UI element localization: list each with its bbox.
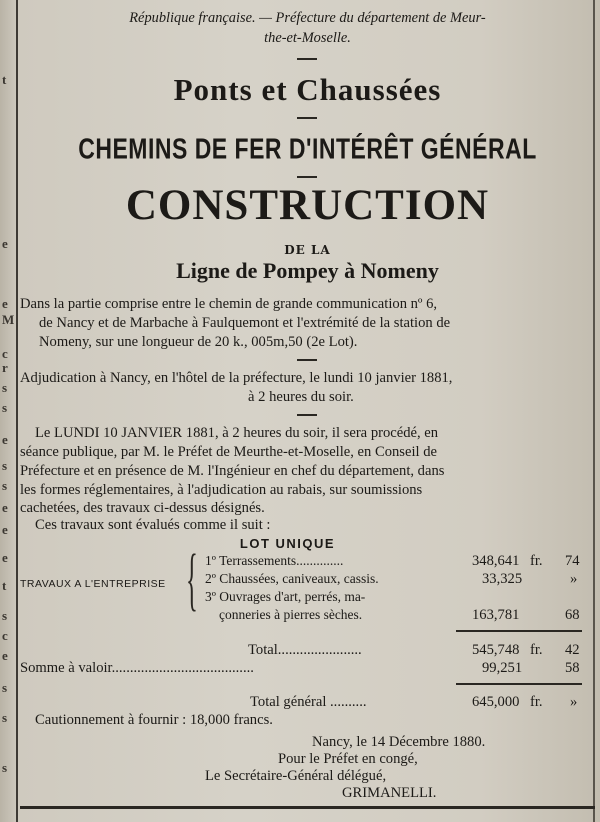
- title-ponts: Ponts et Chaussées: [173, 72, 442, 107]
- fragment-letter: s: [2, 760, 8, 775]
- fragment-letter: c: [2, 346, 8, 361]
- title-chemins: CHEMINS DE FER D'INTÉRÊT GÉNÉRAL: [78, 132, 537, 165]
- fragment-letter: s: [2, 478, 8, 493]
- fragment-letter: s: [2, 380, 8, 395]
- somme-amount: 99,251: [482, 660, 523, 676]
- title-de-la: DE LA: [284, 243, 331, 257]
- separator-dash: [297, 117, 317, 119]
- title-ligne: Ligne de Pompey à Nomeny: [176, 258, 439, 283]
- total-general-unit: fr.: [530, 694, 543, 710]
- fragment-letter: s: [2, 710, 8, 725]
- fragment-letter: e: [2, 648, 8, 663]
- item-amount: 33,325: [482, 571, 523, 587]
- description-line: de Nancy et de Marbache à Faulquemont et l'extrémité de la station de: [39, 315, 451, 331]
- adjudication-line: Adjudication à Nancy, en l'hôtel de la préfecture, le lundi 10 janvier 1881,: [20, 370, 453, 386]
- item-label: 1º Terrassements..............: [205, 553, 344, 568]
- procedure-line: cachetées, des travaux ci-dessus désignés.: [20, 500, 265, 516]
- fragment-letter: e: [2, 522, 8, 537]
- description-line: Nomeny, sur une longueur de 20 k., 005m,50 (2e Lot).: [39, 334, 358, 350]
- fragment-letter: e: [2, 236, 8, 251]
- signature-line: Le Secrétaire-Général délégué,: [205, 768, 387, 784]
- total-general-label: Total général ..........: [250, 694, 367, 710]
- fragment-letter: s: [2, 680, 8, 695]
- item-amount: 348,641: [472, 553, 520, 569]
- total-label: Total.......................: [248, 642, 362, 658]
- fragment-letter: s: [2, 458, 8, 473]
- item-cents: »: [570, 571, 578, 587]
- fragment-letter: e: [2, 296, 8, 311]
- header-line: République française. — Préfecture du département de Meur-: [129, 10, 486, 26]
- item-amount: 163,781: [472, 607, 520, 623]
- item-cents: 68: [565, 607, 580, 623]
- announcement: [20, 0, 595, 822]
- sum-rule: [456, 630, 582, 632]
- total-amount: 545,748: [472, 642, 520, 658]
- adjudication-line: à 2 heures du soir.: [248, 389, 354, 405]
- item-label: 2º Chaussées, caniveaux, cassis.: [205, 571, 379, 586]
- item-label: 3º Ouvrages d'art, perrés, ma-: [205, 589, 366, 604]
- signature-line: Nancy, le 14 Décembre 1880.: [312, 734, 486, 750]
- total-cents: 42: [565, 642, 580, 658]
- cautionnement: Cautionnement à fournir : 18,000 francs.: [35, 712, 273, 728]
- title-construction: CONSTRUCTION: [125, 182, 490, 229]
- item-unit: fr.: [530, 553, 543, 569]
- total-general-cents: »: [570, 694, 578, 710]
- total-unit: fr.: [530, 642, 543, 658]
- somme-label: Somme à valoir.......................................: [20, 660, 254, 676]
- fragment-letter: r: [2, 360, 8, 375]
- somme-cents: 58: [565, 660, 580, 676]
- separator-dash: [297, 58, 317, 60]
- procedure-line: Le LUNDI 10 JANVIER 1881, à 2 heures du soir, il sera procédé, en: [35, 425, 439, 441]
- procedure-line: séance publique, par M. le Préfet de Meurthe-et-Moselle, en Conseil de: [20, 444, 437, 460]
- header-line: the-et-Moselle.: [264, 30, 351, 46]
- separator-dash: [297, 359, 317, 361]
- procedure-line: Ces travaux sont évalués comme il suit :: [35, 517, 271, 533]
- fragment-letter: s: [2, 400, 8, 415]
- item-cents: 74: [565, 553, 580, 569]
- fragment-letter: e: [2, 550, 8, 565]
- fragment-letter: e: [2, 500, 8, 515]
- description-line: Dans la partie comprise entre le chemin de grande communication nº 6,: [20, 296, 438, 312]
- fragment-letter: e: [2, 432, 8, 447]
- signature-line: Pour le Préfet en congé,: [278, 751, 418, 767]
- lot-title: LOT UNIQUE: [239, 536, 336, 551]
- separator-dash: [297, 176, 317, 178]
- adjacent-column-fragments: [0, 0, 16, 822]
- item-label: çonneries à pierres sèches.: [219, 607, 363, 622]
- separator-dash: [297, 414, 317, 416]
- procedure-line: les formes réglementaires, à l'adjudication au rabais, sur soumissions: [20, 482, 423, 498]
- fragment-letter: M: [2, 312, 15, 327]
- bottom-rule: [20, 806, 595, 809]
- travaux-label: TRAVAUX A L'ENTREPRISE: [20, 578, 166, 590]
- sum-rule: [456, 683, 582, 685]
- fragment-letter: s: [2, 608, 8, 623]
- signature-name: GRIMANELLI.: [342, 785, 437, 801]
- procedure-line: Préfecture et en présence de M. l'Ingénieur en chef du département, dans: [20, 463, 445, 479]
- fragment-letter: c: [2, 628, 8, 643]
- fragment-letter: t: [2, 72, 7, 87]
- brace: {: [186, 541, 198, 618]
- column-rule-left: [16, 0, 18, 822]
- total-general-amount: 645,000: [472, 694, 520, 710]
- fragment-letter: t: [2, 578, 7, 593]
